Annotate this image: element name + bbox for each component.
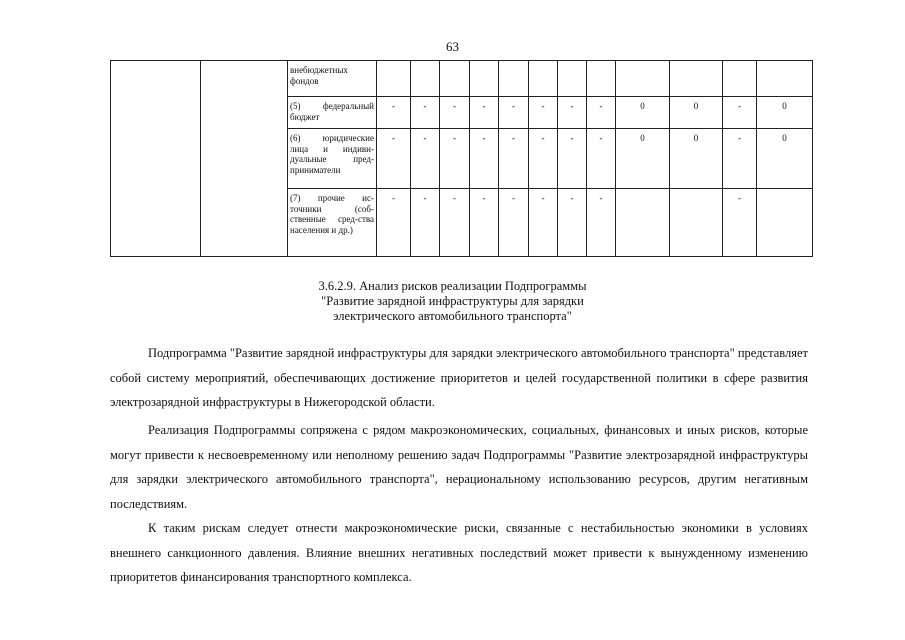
value-cell: -: [587, 189, 616, 257]
value-cell: -: [377, 189, 411, 257]
value-cell: [757, 189, 813, 257]
row-label: (6) юридические лица и индиви-дуальные пред-приниматели: [288, 129, 377, 189]
value-cell: -: [723, 189, 757, 257]
value-cell: -: [499, 129, 529, 189]
value-cell: -: [558, 129, 587, 189]
value-cell: [529, 61, 558, 97]
value-cell: -: [440, 97, 470, 129]
value-cell: -: [470, 129, 499, 189]
value-cell: -: [723, 97, 757, 129]
merged-cell-1: [111, 61, 201, 257]
value-cell: -: [558, 189, 587, 257]
section-heading-line-2: "Развитие зарядной инфраструктуры для зарядки: [321, 294, 584, 308]
value-cell: 0: [757, 97, 813, 129]
paragraph-3: К таким рискам следует отнести макроэкономические риски, связанные с нестабильностью экономики в условиях внешнего санкционного давления. Влияние внешних негативных последствий может привести к вынужденному изменению приоритетов финансирования транспортного комплекса.: [110, 521, 808, 584]
section-heading-line-3: электрического автомобильного транспорта": [333, 309, 572, 323]
value-cell: [558, 61, 587, 97]
value-cell: -: [529, 189, 558, 257]
page-number: 63: [446, 39, 459, 54]
value-cell: -: [377, 97, 411, 129]
value-cell: [757, 61, 813, 97]
value-cell: [670, 189, 723, 257]
value-cell: -: [411, 129, 440, 189]
table-row: [111, 61, 813, 97]
value-cell: [499, 61, 529, 97]
value-cell: [411, 61, 440, 97]
budget-table: [110, 60, 813, 257]
paragraph-1: Подпрограмма "Развитие зарядной инфраструктуры для зарядки электрического автомобильного транспорта" представляет собой систему мероприятий, обеспечивающих достижение приоритетов и целей государственной политики в сфере развития электрозарядной инфраструктуры в Нижегородской области.: [110, 346, 808, 409]
section-heading-line-1: 3.6.2.9. Анализ рисков реализации Подпрограммы: [318, 279, 587, 293]
value-cell: [616, 61, 670, 97]
value-cell: [440, 61, 470, 97]
value-cell: -: [411, 97, 440, 129]
value-cell: -: [587, 97, 616, 129]
value-cell: -: [499, 97, 529, 129]
value-cell: 0: [670, 97, 723, 129]
value-cell: 0: [670, 129, 723, 189]
value-cell: [470, 61, 499, 97]
value-cell: -: [499, 189, 529, 257]
value-cell: 0: [616, 129, 670, 189]
row-label: (7) прочие ис-точники (соб-ственные сред-ства населения и др.): [288, 189, 377, 257]
value-cell: [723, 61, 757, 97]
value-cell: [377, 61, 411, 97]
value-cell: -: [529, 129, 558, 189]
value-cell: 0: [616, 97, 670, 129]
value-cell: -: [440, 129, 470, 189]
paragraph-2: Реализация Подпрограммы сопряжена с рядом макроэкономических, социальных, финансовых и иных рисков, которые могут привести к несвоевременному или неполному решению задач Подпрограммы "Развитие электрозарядной инфраструктуры для зарядки электрического автомобильного транспорта", нерациональному использованию ресурсов, другим негативным последствиям.: [110, 423, 808, 511]
row-label: (5) федеральный бюджет: [288, 97, 377, 129]
value-cell: -: [529, 97, 558, 129]
value-cell: -: [470, 189, 499, 257]
row-label: внебюджетных фондов: [288, 61, 377, 97]
value-cell: -: [470, 97, 499, 129]
value-cell: -: [411, 189, 440, 257]
section-heading: [0, 279, 905, 324]
value-cell: -: [377, 129, 411, 189]
value-cell: [616, 189, 670, 257]
value-cell: [670, 61, 723, 97]
value-cell: 0: [757, 129, 813, 189]
value-cell: [587, 61, 616, 97]
value-cell: -: [440, 189, 470, 257]
merged-cell-2: [201, 61, 288, 257]
value-cell: -: [587, 129, 616, 189]
value-cell: -: [558, 97, 587, 129]
value-cell: -: [723, 129, 757, 189]
